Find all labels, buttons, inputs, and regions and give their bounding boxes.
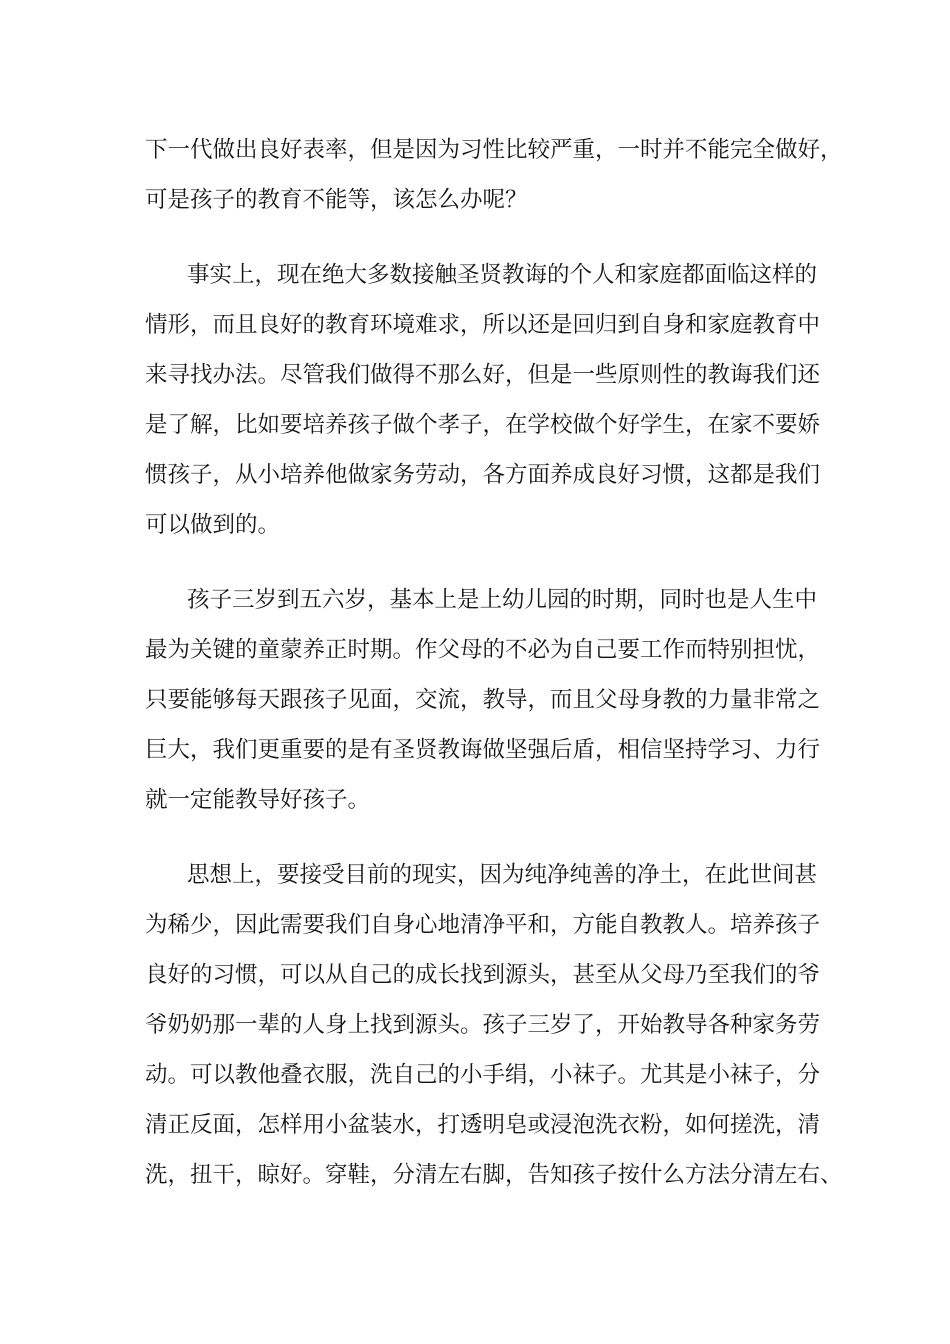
- text-line: 情形，而且良好的教育环境难求，所以还是回归到自身和家庭教育中: [145, 312, 821, 338]
- text-line: 为稀少，因此需要我们自身心地清净平和，方能自教教人。培养孩子: [145, 912, 821, 938]
- text-line: 清正反面，怎样用小盆装水，打透明皂或浸泡洗衣粉，如何搓洗，清: [145, 1112, 821, 1138]
- text-line: 可是孩子的教育不能等，该怎么办呢？: [145, 187, 528, 213]
- text-line: 思想上，要接受目前的现实，因为纯净纯善的净土，在此世间甚: [187, 862, 818, 888]
- text-line: 孩子三岁到五六岁，基本上是上幼儿园的时期，同时也是人生中: [187, 587, 818, 613]
- text-line: 只要能够每天跟孩子见面，交流，教导，而且父母身教的力量非常之: [145, 687, 821, 713]
- text-line: 动。可以教他叠衣服，洗自己的小手绢，小袜子。尤其是小袜子，分: [145, 1062, 821, 1088]
- text-line: 就一定能教导好孩子。: [145, 787, 371, 813]
- text-line: 来寻找办法。尽管我们做得不那么好，但是一些原则性的教诲我们还: [145, 362, 821, 388]
- text-line: 事实上，现在绝大多数接触圣贤教诲的个人和家庭都面临这样的: [187, 262, 818, 288]
- text-line: 可以做到的。: [145, 512, 281, 538]
- text-line: 最为关键的童蒙养正时期。作父母的不必为自己要工作而特别担忧，: [145, 637, 821, 663]
- text-line: 巨大，我们更重要的是有圣贤教诲做坚强后盾，相信坚持学习、力行: [145, 737, 821, 763]
- text-line: 爷奶奶那一辈的人身上找到源头。孩子三岁了，开始教导各种家务劳: [145, 1012, 821, 1038]
- text-line: 洗，扭干，晾好。穿鞋，分清左右脚，告知孩子按什么方法分清左右、: [145, 1162, 843, 1188]
- text-line: 良好的习惯，可以从自己的成长找到源头，甚至从父母乃至我们的爷: [145, 962, 821, 988]
- text-line: 惯孩子，从小培养他做家务劳动，各方面养成良好习惯，这都是我们: [145, 462, 821, 488]
- text-line: 是了解，比如要培养孩子做个孝子，在学校做个好学生，在家不要娇: [145, 412, 821, 438]
- text-line: 下一代做出良好表率，但是因为习性比较严重，一时并不能完全做好，: [145, 137, 843, 163]
